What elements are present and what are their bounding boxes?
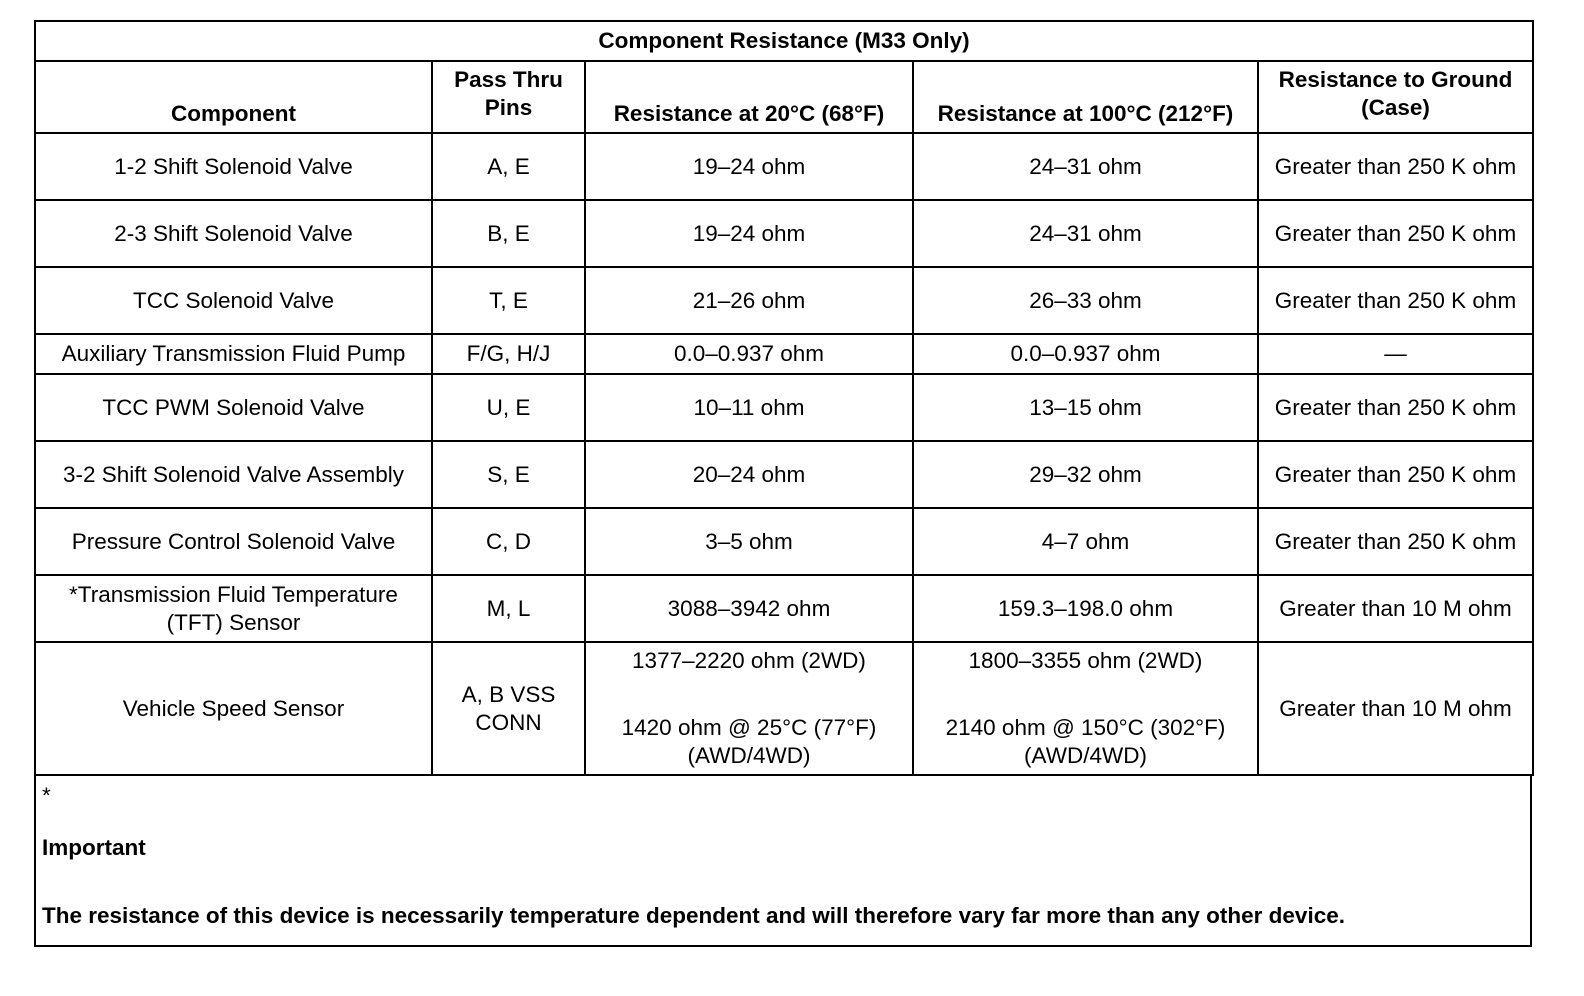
cell-resistance-100c: 24–31 ohm — [913, 200, 1258, 267]
vss-res20-2wd: 1377–2220 ohm (2WD) — [632, 648, 866, 673]
vss-res100-awd: 2140 ohm @ 150°C (302°F) (AWD/4WD) — [945, 715, 1226, 768]
table-row — [35, 374, 1533, 441]
cell-resistance-100c — [913, 642, 1258, 775]
cell-component: TCC PWM Solenoid Valve — [35, 374, 432, 441]
cell-resistance-ground: Greater than 250 K ohm — [1258, 441, 1533, 508]
header-component: Component — [35, 61, 432, 133]
component-resistance-table — [34, 20, 1534, 776]
cell-pins: M, L — [432, 575, 585, 642]
cell-pins: A, B VSS CONN — [432, 642, 585, 775]
cell-resistance-100c: 26–33 ohm — [913, 267, 1258, 334]
cell-resistance-100c: 24–31 ohm — [913, 133, 1258, 200]
cell-resistance-100c: 0.0–0.937 ohm — [913, 334, 1258, 374]
cell-resistance-ground: Greater than 250 K ohm — [1258, 267, 1533, 334]
header-resistance-20c: Resistance at 20°C (68°F) — [585, 61, 913, 133]
cell-resistance-20c: 20–24 ohm — [585, 441, 913, 508]
cell-resistance-ground: Greater than 10 M ohm — [1258, 642, 1533, 775]
cell-pins: F/G, H/J — [432, 334, 585, 374]
header-pass-thru-pins: Pass Thru Pins — [432, 61, 585, 133]
cell-pins: C, D — [432, 508, 585, 575]
cell-resistance-20c: 3088–3942 ohm — [585, 575, 913, 642]
cell-pins: U, E — [432, 374, 585, 441]
table-row — [35, 334, 1533, 374]
header-resistance-to-ground: Resistance to Ground (Case) — [1258, 61, 1533, 133]
note-text: The resistance of this device is necessarily temperature dependent and will therefore vary far more than any other device. — [42, 903, 1345, 928]
cell-resistance-20c: 19–24 ohm — [585, 133, 913, 200]
cell-component: Vehicle Speed Sensor — [35, 642, 432, 775]
cell-resistance-ground: Greater than 250 K ohm — [1258, 374, 1533, 441]
cell-resistance-ground: Greater than 10 M ohm — [1258, 575, 1533, 642]
header-resistance-100c: Resistance at 100°C (212°F) — [913, 61, 1258, 133]
cell-resistance-100c: 159.3–198.0 ohm — [913, 575, 1258, 642]
cell-pins: A, E — [432, 133, 585, 200]
table-row — [35, 508, 1533, 575]
cell-resistance-20c: 10–11 ohm — [585, 374, 913, 441]
table-row — [35, 441, 1533, 508]
cell-resistance-20c: 19–24 ohm — [585, 200, 913, 267]
cell-resistance-ground: Greater than 250 K ohm — [1258, 200, 1533, 267]
cell-resistance-100c: 29–32 ohm — [913, 441, 1258, 508]
cell-component: 1-2 Shift Solenoid Valve — [35, 133, 432, 200]
cell-resistance-ground: Greater than 250 K ohm — [1258, 508, 1533, 575]
cell-resistance-20c: 0.0–0.937 ohm — [585, 334, 913, 374]
cell-resistance-ground: — — [1258, 334, 1533, 374]
component-resistance-sheet — [34, 20, 1532, 947]
cell-resistance-100c: 13–15 ohm — [913, 374, 1258, 441]
cell-component: 3-2 Shift Solenoid Valve Assembly — [35, 441, 432, 508]
cell-component: Pressure Control Solenoid Valve — [35, 508, 432, 575]
table-row-vehicle-speed-sensor — [35, 642, 1533, 775]
vss-res20-awd: 1420 ohm @ 25°C (77°F) (AWD/4WD) — [621, 715, 877, 768]
vss-res100-2wd: 1800–3355 ohm (2WD) — [968, 648, 1203, 673]
table-row — [35, 575, 1533, 642]
cell-resistance-20c — [585, 642, 913, 775]
important-note — [34, 776, 1532, 947]
cell-pins: S, E — [432, 441, 585, 508]
cell-component: TCC Solenoid Valve — [35, 267, 432, 334]
cell-component: Auxiliary Transmission Fluid Pump — [35, 334, 432, 374]
cell-resistance-ground: Greater than 250 K ohm — [1258, 133, 1533, 200]
table-row — [35, 133, 1533, 200]
cell-resistance-100c: 4–7 ohm — [913, 508, 1258, 575]
note-marker: * — [42, 783, 51, 808]
cell-resistance-20c: 21–26 ohm — [585, 267, 913, 334]
cell-pins: B, E — [432, 200, 585, 267]
cell-component: *Transmission Fluid Temperature (TFT) Sensor — [35, 575, 432, 642]
cell-pins: T, E — [432, 267, 585, 334]
table-row — [35, 200, 1533, 267]
cell-resistance-20c: 3–5 ohm — [585, 508, 913, 575]
table-title: Component Resistance (M33 Only) — [35, 21, 1533, 61]
cell-component: 2-3 Shift Solenoid Valve — [35, 200, 432, 267]
note-heading: Important — [42, 835, 146, 860]
table-row — [35, 267, 1533, 334]
